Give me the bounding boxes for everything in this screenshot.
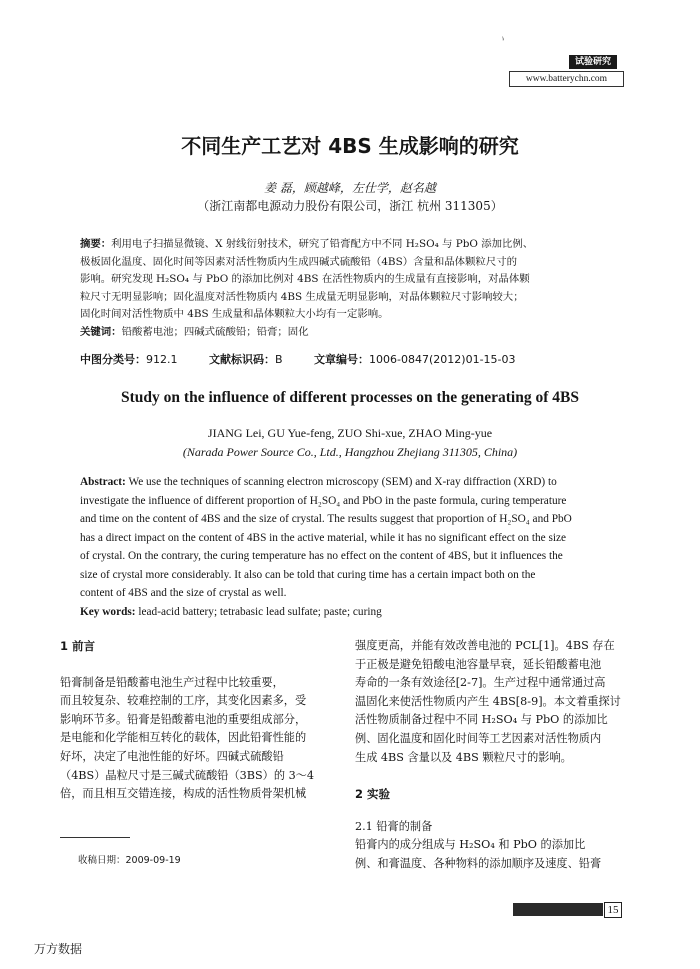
abstract-en-line: of crystal. On the contrary, the curing temperature has no effect on the content of 4BS, but it influences the — [80, 550, 563, 562]
doc-value: B — [275, 353, 283, 366]
abstract-en-line: has a direct impact on the content of 4BS in the active material, while it has no significant effect on the size — [80, 531, 567, 544]
body-line: 是电能和化学能相互转化的载体，因此铅膏性能的 — [60, 731, 307, 745]
article-value: 1006-0847(2012)01-15-03 — [369, 353, 516, 366]
keywords-cn-label: 关键词： — [80, 325, 122, 338]
authors-cn: 姜 磊，顾越峰，左仕学，赵名越 — [264, 181, 436, 195]
doc-label: 文献标识码： — [209, 353, 275, 366]
scan-mark: 丶 — [495, 33, 509, 47]
body-line: 生成 4BS 含量以及 4BS 颗粒尺寸的影响。 — [355, 750, 572, 764]
body-line: 例、固化温度和固化时间等工艺因素对活性物质内 — [355, 731, 602, 745]
journal-url[interactable]: www.batterychn.com — [509, 71, 624, 87]
classification-meta — [80, 351, 634, 367]
abstract-cn-line: 极板固化温度、固化时间等因素对活性物质内生成四碱式硫酸铅（4BS）含量和晶体颗粒尺寸的 — [80, 255, 517, 268]
page-title: 不同生产工艺对 4BS 生成影响的研究 — [181, 134, 519, 158]
abstract-cn-line: 影响。研究发现 H₂SO₄ 与 PbO 的添加比例对 4BS 在活性物质内的生成量有直接影响，对晶体颗 — [80, 273, 530, 285]
body-line: 寿命的一条有效途径[2-7]。生产过程中通常通过高 — [355, 676, 606, 690]
clc-value: 912.1 — [146, 353, 178, 366]
keywords-cn: 铅酸蓄电池；四碱式硫酸铅；铅膏；固化 — [121, 325, 309, 338]
keywords-en: lead-acid battery; tetrabasic lead sulfate; paste; curing — [138, 605, 382, 618]
page-number: 15 — [604, 902, 622, 918]
footnote-rule — [60, 837, 130, 838]
body-line: 温固化来使活性物质内产生 4BS[8-9]。本文着重探讨 — [355, 694, 621, 708]
abstract-en-line: and time on the content of 4BS and the size of crystal. The results suggest that proportion of H₂SO₄ and PbO — [80, 513, 572, 525]
abstract-cn-label: 摘要： — [80, 238, 112, 250]
abstract-en-line: We use the techniques of scanning electron microscopy (SEM) and X-ray diffraction (XRD) to — [128, 476, 557, 488]
body-line: 于正极是避免铅酸电池容量早衰，延长铅酸蓄电池 — [355, 657, 602, 671]
abstract-cn-line: 固化时间对活性物质中 4BS 生成量和晶体颗粒大小均有一定影响。 — [80, 308, 389, 320]
body-line: 例、和膏温度、各种物料的添加顺序及速度、铅膏 — [355, 856, 602, 870]
received-date: 收稿日期：2009-09-19 — [78, 855, 181, 866]
left-column — [60, 637, 338, 804]
section-heading-experiment: 2 实验 — [355, 787, 391, 802]
body-line: 铅膏制备是铅酸蓄电池生产过程中比较重要， — [60, 675, 284, 689]
abstract-cn-line: 利用电子扫描显微镜、X 射线衍射技术，研究了铅膏配方中不同 H₂SO₄ 与 PbO 添加比例、 — [111, 238, 534, 250]
section-heading-intro: 1 前言 — [60, 639, 96, 653]
affiliation-cn: （浙江南都电源动力股份有限公司，浙江 杭州 311305） — [197, 199, 503, 213]
body-line: 而且较复杂、较难控制的工序，其变化因素多，受 — [60, 694, 307, 708]
section-badge: 试验研究 — [569, 55, 617, 69]
page-bar-decoration — [513, 903, 603, 916]
footer-watermark: 万方数据 — [34, 942, 83, 956]
abstract-en-label: Abstract: — [80, 476, 126, 488]
keywords-en-label: Key words: — [80, 605, 136, 618]
body-line: 好坏，决定了电池性能的好坏。四碱式硫酸铅 — [60, 749, 284, 763]
body-line: （4BS）晶粒尺寸是三碱式硫酸铅（3BS）的 3～4 — [60, 768, 314, 782]
body-line: 倍，而且相互交错连接，构成的活性物质骨架机械 — [60, 787, 307, 801]
english-affiliation: (Narada Power Source Co., Ltd., Hangzhou Zhejiang 311305, China) — [182, 445, 518, 459]
body-line: 铅膏内的成分组成与 H₂SO₄ 和 PbO 的添加比 — [355, 838, 586, 852]
right-column — [355, 637, 635, 874]
abstract-en-line: investigate the influence of different proportion of H₂SO₄ and PbO in the paste formula, curing temperature — [80, 494, 567, 507]
body-line: 强度更高，并能有效改善电池的 PCL[1]。4BS 存在 — [355, 639, 615, 652]
subsection-heading: 2.1 铅膏的制备 — [355, 819, 433, 833]
body-line: 活性物质制备过程中不同 H₂SO₄ 与 PbO 的添加比 — [355, 713, 608, 727]
english-title: Study on the influence of different processes on the generating of 4BS — [121, 389, 579, 406]
clc-label: 中图分类号： — [80, 353, 146, 366]
abstract-cn — [80, 236, 634, 341]
body-line: 影响环节多。铅膏是铅酸蓄电池的重要组成部分， — [60, 712, 307, 726]
article-label: 文章编号： — [314, 353, 370, 366]
abstract-en-line: size of crystal more considerably. It also can be told that curing time has a certain impact both on the — [80, 568, 536, 581]
abstract-cn-line: 粒尺寸无明显影响；固化温度对活性物质内 4BS 生成量无明显影响，对晶体颗粒尺寸影响较大； — [80, 290, 524, 303]
abstract-en — [80, 473, 634, 621]
english-authors: JIANG Lei, GU Yue-feng, ZUO Shi-xue, ZHAO Ming-yue — [207, 426, 493, 440]
abstract-en-line: content of 4BS and the size of crystal as well. — [80, 587, 287, 599]
